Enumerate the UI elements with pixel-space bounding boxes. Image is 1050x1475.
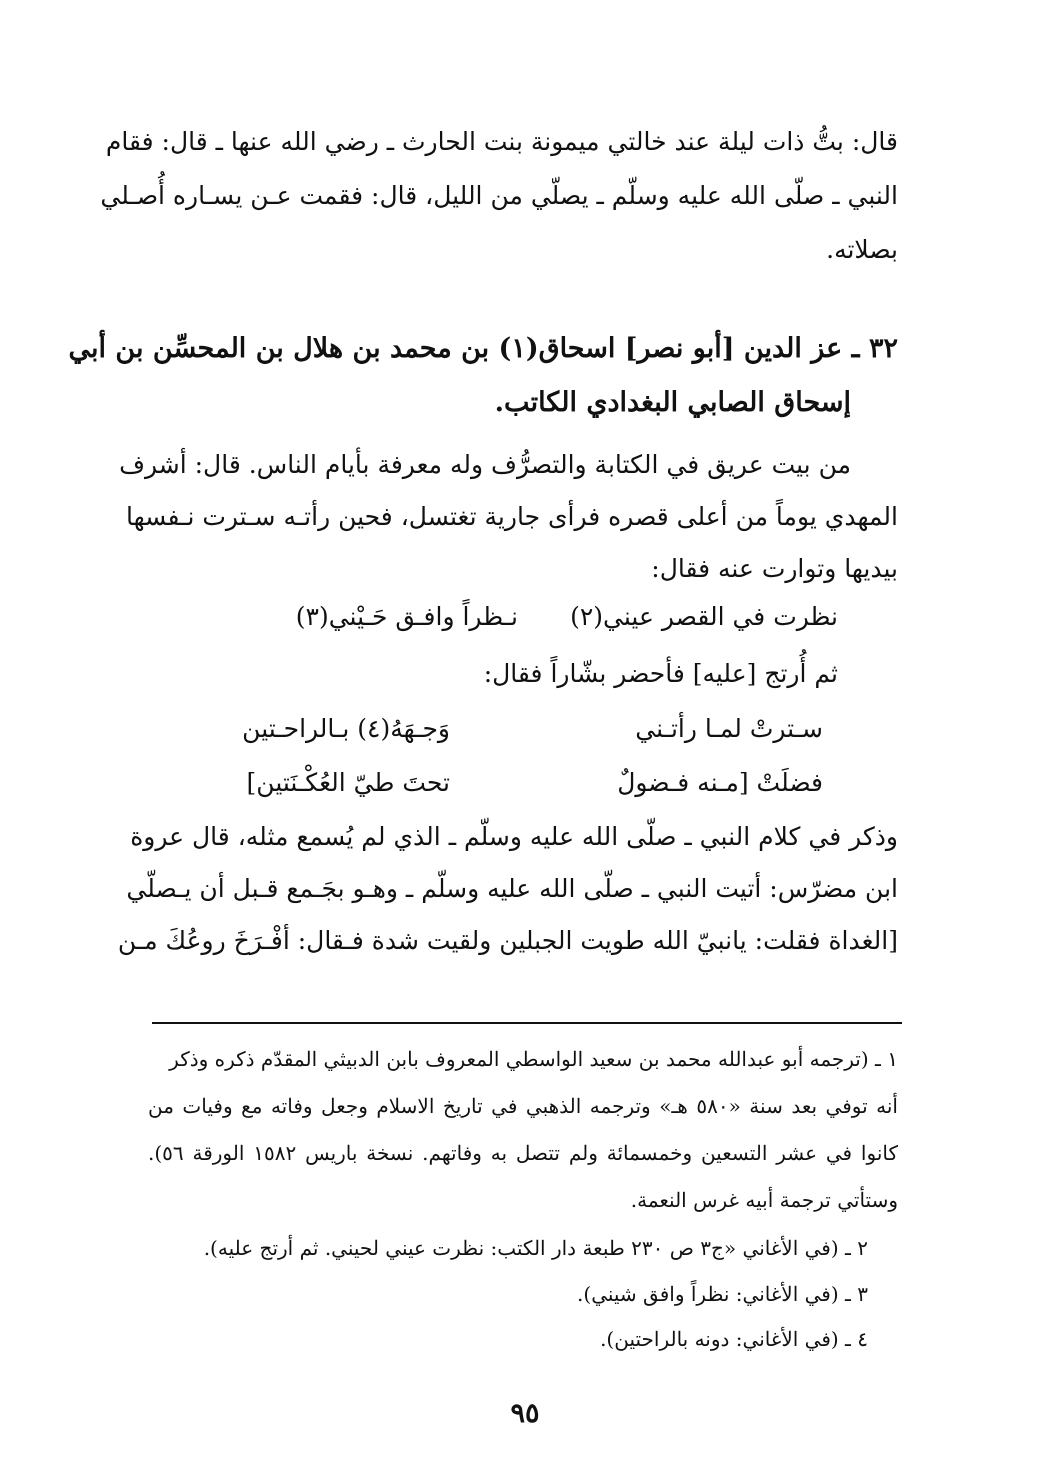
footnote-1-line-3: كانوا في عشر التسعين وخمسمائة ولم تتصل به وفاتهم. نسخة باريس ١٥٨٢ الورقة ٥٦). — [148, 1141, 899, 1165]
entry-line-1: من بيت عريق في الكتابة والتصرُّف وله معرفة بأيام الناس. قال: أشرف — [119, 450, 851, 479]
verse-2-second-hemistich: وَجـهَهُ(٤) بـالراحـتين — [242, 714, 450, 743]
footnote-2: ٢ ـ (في الأغاني «ج٣ ص ٢٣٠ طبعة دار الكتب: نظرت عيني لحيني. ثم أرتج عليه). — [203, 1236, 868, 1260]
intro-line-2: النبي ـ صلّى الله عليه وسلّم ـ يصلّي من الليل، قال: فقمت عـن يسـاره أُصـلي — [100, 181, 898, 210]
verse-1-first-hemistich: نظرت في القصر عيني(٢) — [570, 602, 838, 631]
verse-3-first-hemistich: فضلَتْ [مـنه فـضولٌ — [617, 768, 823, 797]
footnote-separator — [152, 1022, 902, 1024]
mid-line: ثم أُرتج [عليه] فأحضر بشّاراً فقال: — [483, 659, 838, 688]
verse-3-second-hemistich: تحتَ طيّ العُكْـنَتين] — [246, 768, 450, 797]
footnote-1-line-4: وستأتي ترجمة أبيه غرس النعمة. — [630, 1188, 898, 1212]
entry-line-3: بيديها وتوارت عنه فقال: — [651, 554, 898, 583]
intro-line-3: بصلاته. — [826, 235, 898, 264]
closing-line-2: ابن مضرّس: أتيت النبي ـ صلّى الله عليه وسلّم ـ وهـو بجَـمع قـبل أن يـصلّي — [126, 874, 898, 903]
verse-1-second-hemistich: نـظراً وافـق حَـيْني(٣) — [295, 602, 518, 631]
entry-heading — [68, 333, 898, 433]
footnotes — [148, 1047, 898, 1367]
page-number: ٩٥ — [510, 1398, 540, 1429]
footnote-4: ٤ ـ (في الأغاني: دونه بالراحتين). — [600, 1327, 868, 1351]
entry-line-2: المهدي يوماً من أعلى قصره فرأى جارية تغتسل، فحين رأتـه سـترت نـفسها — [126, 502, 898, 531]
closing-line-3: [الغداة فقلت: يانبيّ الله طويت الجبلين ولقيت شدة فـقال: أفْـرَخَ روعُكَ مـن — [117, 926, 898, 955]
verse-2-first-hemistich: سـترتْ لمـا رأتـني — [635, 714, 823, 743]
footnote-1-line-1: ١ ـ (ترجمه أبو عبدالله محمد بن سعيد الواسطي المعروف بابن الدبيثي المقدّم ذكره وذكر — [169, 1047, 898, 1071]
closing-line-1: وذكر في كلام النبي ـ صلّى الله عليه وسلّم ـ الذي لم يُسمع مثله، قال عروة — [130, 822, 898, 851]
closing-paragraph — [117, 822, 898, 972]
intro-paragraph — [100, 127, 898, 277]
entry-heading-line-1: ٣٢ ـ عز الدين [أبو نصر] اسحاق(١) بن محمد بن هلال بن المحسِّن بن أبي — [68, 333, 898, 364]
entry-paragraph — [119, 450, 898, 600]
intro-line-1: قال: بتُّ ذات ليلة عند خالتي ميمونة بنت الحارث ـ رضي الله عنها ـ قال: فقام — [105, 127, 898, 156]
entry-heading-line-2: إسحاق الصابي البغدادي الكاتب. — [494, 387, 851, 418]
footnote-1-line-2: أنه توفي بعد سنة «٥٨٠ هـ» وترجمه الذهبي في تاريخ الاسلام وجعل وفاته مع وفيات من — [148, 1094, 898, 1118]
footnote-3: ٣ ـ (في الأغاني: نظراً وافق شيني). — [577, 1282, 868, 1306]
